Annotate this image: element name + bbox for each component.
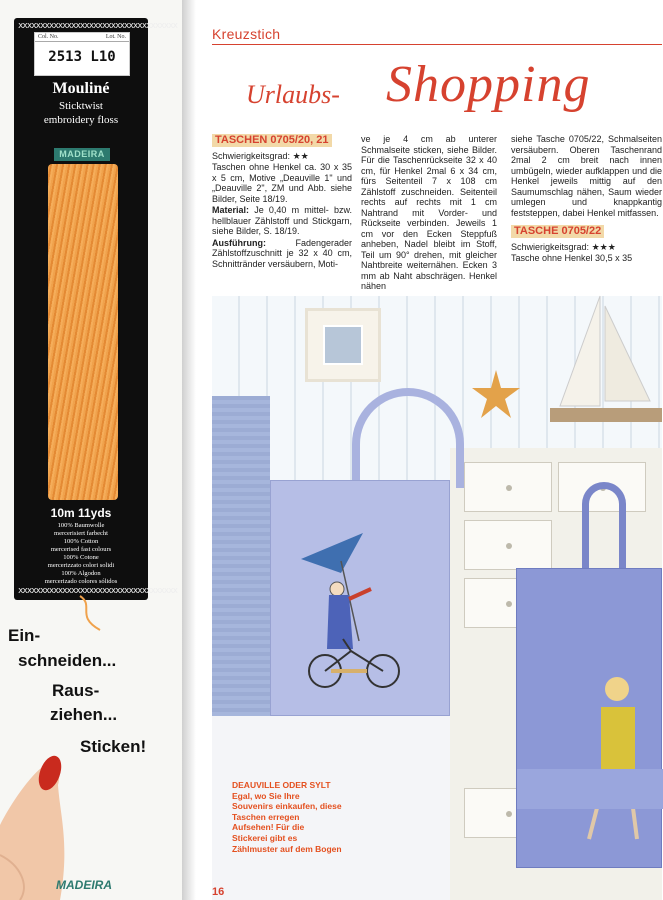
madeira-advertisement — [0, 0, 182, 900]
cross-stitch-border-top: xxxxxxxxxxxxxxxxxxxxxxxxxxxxxxxxxxxx — [18, 21, 178, 31]
fiber-line: 100% Algodon — [61, 570, 101, 577]
fiber-line: 100% Baumwolle — [57, 522, 105, 529]
thread-skein-card — [14, 18, 178, 600]
model-sailboat — [530, 296, 662, 446]
tote-bag-deauville-1 — [270, 480, 450, 716]
product-name: Mouliné — [52, 80, 110, 97]
thread-tail — [70, 596, 120, 632]
heading-tasche: TASCHE 0705/22 — [511, 225, 604, 238]
picture-frame — [305, 308, 381, 382]
photo-caption: DEAUVILLE ODER SYLT Egal, wo Sie Ihre Souvenirs einkaufen, diese Taschen erregen Aufsehen! Für die Stickerei gibt es Zählmuster auf dem Bogen — [232, 780, 342, 854]
paragraph: Taschen ohne Henkel ca. 30 x 35 x 5 cm, Motive „Deauville 1" und „Deauville 2", ZM und Abb. siehe Bilder, Seite 18/19. — [212, 162, 352, 204]
tote-bag-deauville-2 — [516, 568, 662, 868]
slogan-raus: Raus- — [52, 681, 100, 700]
fiber-line: mercerised fast colours — [50, 546, 112, 553]
section-rule — [212, 44, 662, 45]
starfish — [470, 368, 522, 420]
orange-thread-skein — [48, 164, 118, 500]
color-code: 2513 L10 — [48, 49, 116, 65]
section-label: Kreuzstich — [212, 26, 281, 42]
difficulty-stars: ★★ — [292, 150, 309, 161]
fiber-line: mercerisiert farbecht — [54, 530, 108, 537]
difficulty-label: Schwierigkeitsgrad: — [212, 150, 291, 161]
slogan-ein: Ein- — [8, 626, 41, 645]
thread-length: 10m 11yds — [50, 506, 112, 520]
fiber-line: mercerizado colores sólidos — [44, 578, 118, 585]
lot-no-label: Lot. No. — [105, 34, 126, 40]
page-fold-shadow — [182, 0, 196, 900]
ausfuehrung-text: Fadengerader Zählstoffzuschnitt je 32 x 40 cm, Schnittränder versäubern, Moti- — [212, 237, 352, 269]
ausfuehrung-label: Ausführung: — [212, 237, 266, 248]
fiber-line: 100% Cotone — [63, 554, 99, 561]
blue-towel — [212, 396, 270, 756]
fiber-line: mercerizzato colori solidi — [47, 562, 115, 569]
paragraph: ve je 4 cm ab unterer Schmalseite sticken, siehe Bilder. Für die Taschenrückseite 32 x 40 cm, für Henkel 2mal 6 x 34 cm, fürs Seitenteil 7 x 108 cm Zählstoff zuschneiden. Seitenteil rechts auf rechts mit 1 cm Nahtrand mit Vorder- und Rückseite verbinden. Jeweils 1 cm vor den Ecken Steppfuß anheben, Nadel bleibt im Stoff, Teil um 90° drehen, mit gleicher Nahtbreite weiternähen. Ecken 3 mm ab Naht abschrägen. Henkel nähen — [361, 134, 497, 291]
col-no-label: Col. No. — [38, 34, 59, 40]
color-lot-label — [34, 32, 130, 76]
madeira-brand-bar: MADEIRA — [54, 148, 110, 161]
paragraph: siehe Tasche 0705/22, Schmalseiten versäubern. Oberen Taschenrand 2mal 2 cm breit nach innen umbügeln, wieder aufklappen und die Henkel jeweils mittig auf den Saumumschlag nähen, Saum wieder umlegen und knappkantig feststeppen, dabei Henkel mitfassen. — [511, 134, 662, 218]
text-column-1 — [212, 134, 352, 270]
material-text: Je 0,40 m mittel- bzw. hellblauer Zählstoff und Stickgarn, siehe Bilder, S. 18/19. — [212, 205, 352, 236]
difficulty-label: Schwierigkeitsgrad: — [511, 241, 590, 252]
fiber-info — [14, 506, 148, 586]
text-column-3 — [511, 134, 662, 265]
bag-handle — [582, 482, 626, 582]
slogan-ziehen: ziehen... — [50, 705, 118, 724]
slogan-schneiden: schneiden... — [18, 651, 117, 670]
slogan-sticken: Sticken! — [80, 737, 147, 756]
heading-taschen: TASCHEN 0705/20, 21 — [212, 134, 332, 147]
page-title-part2: Shopping — [386, 56, 591, 113]
page-number: 16 — [212, 886, 225, 898]
material-label: Material: — [212, 205, 250, 215]
text-column-2 — [361, 134, 497, 293]
cross-stitch-border-bottom: xxxxxxxxxxxxxxxxxxxxxxxxxxxxxxxxxxxx — [18, 586, 178, 596]
hand-image — [0, 735, 110, 900]
product-subtitle-1: Sticktwist — [58, 100, 103, 112]
madeira-logo: MADEIRA — [56, 878, 112, 892]
fiber-line: 100% Cotton — [63, 538, 99, 545]
page-title-part1: Urlaubs- — [246, 80, 340, 109]
product-subtitle-2: embroidery floss — [43, 114, 119, 126]
bag-handle — [352, 388, 464, 488]
difficulty-stars: ★★★ — [591, 241, 616, 252]
paragraph: Tasche ohne Henkel 30,5 x 35 — [511, 253, 633, 263]
